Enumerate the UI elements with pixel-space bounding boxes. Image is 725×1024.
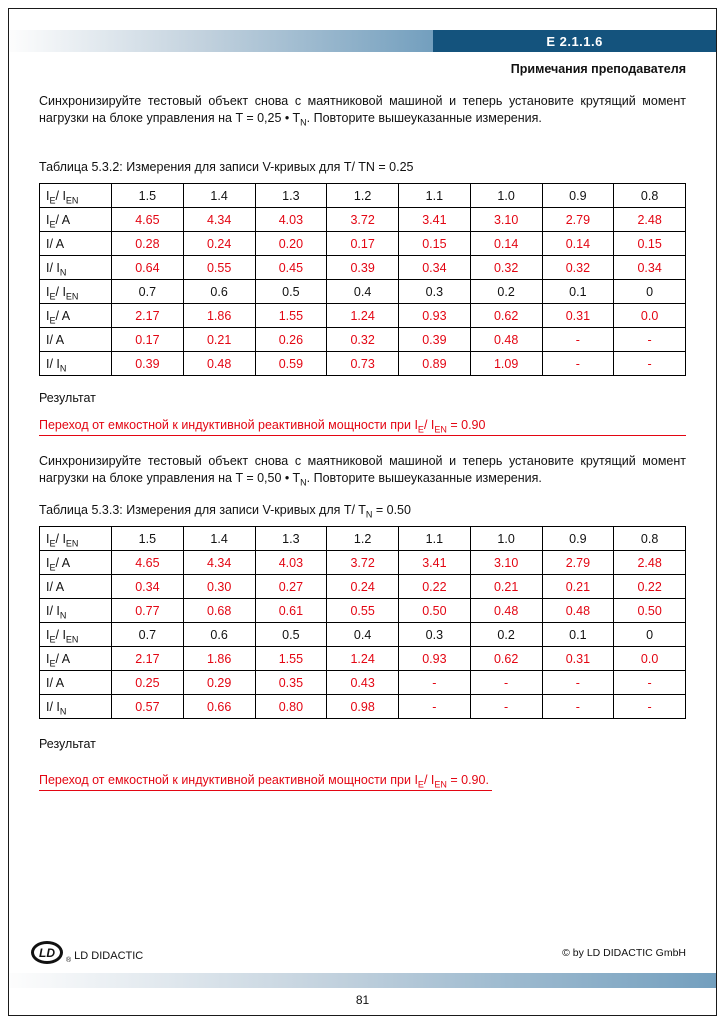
table-cell: 1.3 bbox=[255, 527, 327, 551]
row-label: $I_E/$ A bbox=[40, 551, 112, 575]
table-cell: 0.43 bbox=[327, 671, 399, 695]
page-content bbox=[9, 52, 716, 791]
page-footer bbox=[9, 941, 716, 1015]
table-row bbox=[40, 647, 686, 671]
table-cell: 0.2 bbox=[470, 280, 542, 304]
table-cell: 1.3 bbox=[255, 184, 327, 208]
ld-didactic-logo bbox=[31, 941, 143, 964]
row-label: I/ $I_N$ bbox=[40, 599, 112, 623]
table-cell: 0.6 bbox=[183, 623, 255, 647]
table-cell: 4.34 bbox=[183, 551, 255, 575]
table-row bbox=[40, 599, 686, 623]
table-row bbox=[40, 671, 686, 695]
table-cell: 2.79 bbox=[542, 208, 614, 232]
table-cell: 0.55 bbox=[327, 599, 399, 623]
result-heading-2: Результат bbox=[39, 737, 96, 751]
table-cell: 0.17 bbox=[327, 232, 399, 256]
table-cell: 0.21 bbox=[542, 575, 614, 599]
copyright-text: © by LD DIDACTIC GmbH bbox=[562, 946, 686, 959]
row-label: $I_E/$ $I_{EN}$ bbox=[40, 527, 112, 551]
table-cell: - bbox=[614, 671, 686, 695]
table-cell: - bbox=[614, 328, 686, 352]
table-cell: 0.93 bbox=[399, 647, 471, 671]
table-cell: 4.34 bbox=[183, 208, 255, 232]
table-cell: 0.17 bbox=[112, 328, 184, 352]
table-cell: 3.41 bbox=[399, 551, 471, 575]
measurement-table-1 bbox=[39, 183, 686, 376]
row-label: $I_E/$ A bbox=[40, 647, 112, 671]
table-cell: 1.86 bbox=[183, 304, 255, 328]
table-cell: 0.66 bbox=[183, 695, 255, 719]
table-cell: 0.0 bbox=[614, 304, 686, 328]
table-cell: 3.72 bbox=[327, 551, 399, 575]
page-number: 81 bbox=[355, 993, 370, 1007]
table-cell: 2.17 bbox=[112, 647, 184, 671]
table-cell: 0.8 bbox=[614, 527, 686, 551]
table-cell: 0.61 bbox=[255, 599, 327, 623]
table-cell: 0.57 bbox=[112, 695, 184, 719]
table-row bbox=[40, 575, 686, 599]
table-cell: 0.21 bbox=[183, 328, 255, 352]
table-cell: 0.26 bbox=[255, 328, 327, 352]
table-cell: 0.50 bbox=[614, 599, 686, 623]
table-cell: 0.4 bbox=[327, 280, 399, 304]
table-cell: 0.24 bbox=[327, 575, 399, 599]
row-label: $I_E/$ $I_{EN}$ bbox=[40, 623, 112, 647]
document-page bbox=[8, 8, 717, 1016]
table-cell: 3.10 bbox=[470, 551, 542, 575]
table-cell: 0.32 bbox=[470, 256, 542, 280]
table-cell: 0.98 bbox=[327, 695, 399, 719]
table-cell: 3.41 bbox=[399, 208, 471, 232]
table-cell: 0.27 bbox=[255, 575, 327, 599]
table-cell: 0.5 bbox=[255, 623, 327, 647]
table-cell: 0.35 bbox=[255, 671, 327, 695]
table-cell: 4.65 bbox=[112, 208, 184, 232]
table-cell: 0.48 bbox=[470, 328, 542, 352]
registered-trademark-icon: ® bbox=[66, 957, 72, 964]
table-cell: 4.03 bbox=[255, 208, 327, 232]
table-cell: - bbox=[542, 671, 614, 695]
table-cell: 0.15 bbox=[399, 232, 471, 256]
table-cell: - bbox=[470, 671, 542, 695]
table-row bbox=[40, 623, 686, 647]
row-label: I/ $I_N$ bbox=[40, 352, 112, 376]
table-cell: 1.09 bbox=[470, 352, 542, 376]
table-cell: 1.2 bbox=[327, 527, 399, 551]
table-cell: 0.30 bbox=[183, 575, 255, 599]
table-cell: 0.7 bbox=[112, 280, 184, 304]
table-cell: 0.59 bbox=[255, 352, 327, 376]
row-label: I/ $I_N$ bbox=[40, 256, 112, 280]
table-cell: 0.50 bbox=[399, 599, 471, 623]
table-cell: 0.31 bbox=[542, 647, 614, 671]
table-cell: 0.32 bbox=[327, 328, 399, 352]
row-label: I/ A bbox=[40, 232, 112, 256]
row-label: I/ A bbox=[40, 328, 112, 352]
table-cell: 1.4 bbox=[183, 527, 255, 551]
table-row bbox=[40, 184, 686, 208]
table-cell: 0.5 bbox=[255, 280, 327, 304]
table-cell: 0 bbox=[614, 623, 686, 647]
table-cell: 0.21 bbox=[470, 575, 542, 599]
table-cell: 0.14 bbox=[470, 232, 542, 256]
table-cell: 0.39 bbox=[399, 328, 471, 352]
table-row bbox=[40, 232, 686, 256]
table-cell: 0.7 bbox=[112, 623, 184, 647]
result-heading-1: Результат bbox=[39, 391, 96, 405]
table-cell: 1.5 bbox=[112, 527, 184, 551]
table-cell: 0.45 bbox=[255, 256, 327, 280]
table-cell: 0.93 bbox=[399, 304, 471, 328]
table-cell: - bbox=[614, 695, 686, 719]
table-cell: 0.48 bbox=[183, 352, 255, 376]
table-cell: 0.89 bbox=[399, 352, 471, 376]
table-cell: 0.68 bbox=[183, 599, 255, 623]
table-cell: 2.17 bbox=[112, 304, 184, 328]
table-cell: 0.1 bbox=[542, 623, 614, 647]
table-cell: 0.3 bbox=[399, 623, 471, 647]
row-label: I/ A bbox=[40, 575, 112, 599]
table-row bbox=[40, 328, 686, 352]
table-cell: 0.48 bbox=[542, 599, 614, 623]
row-label: $I_E/$ $I_{EN}$ bbox=[40, 184, 112, 208]
table-cell: 0.1 bbox=[542, 280, 614, 304]
row-label: $I_E/$ $I_{EN}$ bbox=[40, 280, 112, 304]
table-caption-1: Таблица 5.3.2: Измерения для записи V-кривых для T/ TN = 0.25 bbox=[39, 160, 414, 174]
measurement-table-2 bbox=[39, 526, 686, 719]
table-cell: 2.79 bbox=[542, 551, 614, 575]
table-cell: - bbox=[399, 695, 471, 719]
table-cell: 0.2 bbox=[470, 623, 542, 647]
table-cell: 1.4 bbox=[183, 184, 255, 208]
logo-text: LD DIDACTIC bbox=[74, 950, 144, 962]
table-cell: 1.0 bbox=[470, 527, 542, 551]
table-cell: 0.48 bbox=[470, 599, 542, 623]
table-cell: - bbox=[542, 328, 614, 352]
result-line-1: Переход от емкостной к индуктивной реактивной мощности при $I_E/$ $I_{EN} = 0.90$ bbox=[39, 418, 686, 436]
table-cell: - bbox=[542, 695, 614, 719]
table-row bbox=[40, 208, 686, 232]
result-line-2: Переход от емкостной к индуктивной реактивной мощности при $I_E/$ $I_{EN} = 0.90$. bbox=[39, 773, 492, 791]
table-cell: - bbox=[614, 352, 686, 376]
table-row bbox=[40, 352, 686, 376]
table-cell: 0.25 bbox=[112, 671, 184, 695]
page-subtitle: Примечания преподавателя bbox=[510, 62, 686, 76]
table-cell: 0.15 bbox=[614, 232, 686, 256]
table-row bbox=[40, 695, 686, 719]
table-cell: 0.31 bbox=[542, 304, 614, 328]
table-cell: 0.22 bbox=[614, 575, 686, 599]
table-row bbox=[40, 551, 686, 575]
table-row bbox=[40, 527, 686, 551]
table-cell: 0.3 bbox=[399, 280, 471, 304]
table-cell: 0.80 bbox=[255, 695, 327, 719]
ld-logo-mark: LD bbox=[31, 941, 63, 964]
table-cell: 1.24 bbox=[327, 304, 399, 328]
table-cell: 0 bbox=[614, 280, 686, 304]
table-cell: 0.0 bbox=[614, 647, 686, 671]
table-cell: 1.1 bbox=[399, 527, 471, 551]
table-cell: 0.62 bbox=[470, 304, 542, 328]
table-cell: 0.34 bbox=[614, 256, 686, 280]
table-cell: - bbox=[470, 695, 542, 719]
table-row bbox=[40, 304, 686, 328]
table-cell: 1.24 bbox=[327, 647, 399, 671]
table-cell: 1.86 bbox=[183, 647, 255, 671]
instruction-paragraph-2: Синхронизируйте тестовый объект снова с маятниковой машиной и теперь установите крутящий момент нагрузки на блоке управления на T = 0,50 • $T_N$. Повторите вышеуказанные измерения. bbox=[39, 454, 686, 488]
table-cell: - bbox=[399, 671, 471, 695]
row-label: I/ $I_N$ bbox=[40, 695, 112, 719]
table-cell: 2.48 bbox=[614, 551, 686, 575]
table-cell: 0.8 bbox=[614, 184, 686, 208]
table-cell: 0.20 bbox=[255, 232, 327, 256]
table-cell: 0.64 bbox=[112, 256, 184, 280]
table-cell: 4.65 bbox=[112, 551, 184, 575]
table-cell: 0.24 bbox=[183, 232, 255, 256]
table-cell: 0.55 bbox=[183, 256, 255, 280]
table-cell: 0.77 bbox=[112, 599, 184, 623]
table-cell: 0.34 bbox=[112, 575, 184, 599]
table-cell: 1.55 bbox=[255, 647, 327, 671]
table-cell: 1.0 bbox=[470, 184, 542, 208]
table-cell: 0.9 bbox=[542, 184, 614, 208]
table-cell: - bbox=[542, 352, 614, 376]
table-cell: 0.39 bbox=[327, 256, 399, 280]
table-cell: 1.55 bbox=[255, 304, 327, 328]
table-cell: 2.48 bbox=[614, 208, 686, 232]
footer-gradient-bar bbox=[9, 973, 716, 988]
table-cell: 0.9 bbox=[542, 527, 614, 551]
document-code: E 2.1.1.6 bbox=[546, 33, 603, 49]
table-cell: 0.39 bbox=[112, 352, 184, 376]
table-cell: 1.5 bbox=[112, 184, 184, 208]
table-cell: 0.62 bbox=[470, 647, 542, 671]
table-cell: 4.03 bbox=[255, 551, 327, 575]
row-label: $I_E/$ A bbox=[40, 208, 112, 232]
table-cell: 0.29 bbox=[183, 671, 255, 695]
table-cell: 0.4 bbox=[327, 623, 399, 647]
table-cell: 3.72 bbox=[327, 208, 399, 232]
table-cell: 3.10 bbox=[470, 208, 542, 232]
table-cell: 0.32 bbox=[542, 256, 614, 280]
table-row bbox=[40, 280, 686, 304]
table-cell: 0.22 bbox=[399, 575, 471, 599]
table-cell: 0.6 bbox=[183, 280, 255, 304]
document-code-box bbox=[433, 30, 716, 52]
table-caption-2: Таблица 5.3.3: Измерения для записи V-кривых для T/ $T_N = 0.50$ bbox=[39, 503, 411, 520]
table-cell: 0.73 bbox=[327, 352, 399, 376]
table-cell: 1.1 bbox=[399, 184, 471, 208]
row-label: I/ A bbox=[40, 671, 112, 695]
table-row bbox=[40, 256, 686, 280]
header-stripe bbox=[9, 30, 716, 52]
table-cell: 0.34 bbox=[399, 256, 471, 280]
row-label: $I_E/$ A bbox=[40, 304, 112, 328]
table-cell: 0.14 bbox=[542, 232, 614, 256]
table-cell: 1.2 bbox=[327, 184, 399, 208]
instruction-paragraph-1: Синхронизируйте тестовый объект снова с маятниковой машиной и теперь установите крутящий момент нагрузки на блоке управления на T = 0,25 • $T_N$. Повторите вышеуказанные измерения. bbox=[39, 94, 686, 128]
table-cell: 0.28 bbox=[112, 232, 184, 256]
header-gradient-bar bbox=[9, 30, 433, 52]
